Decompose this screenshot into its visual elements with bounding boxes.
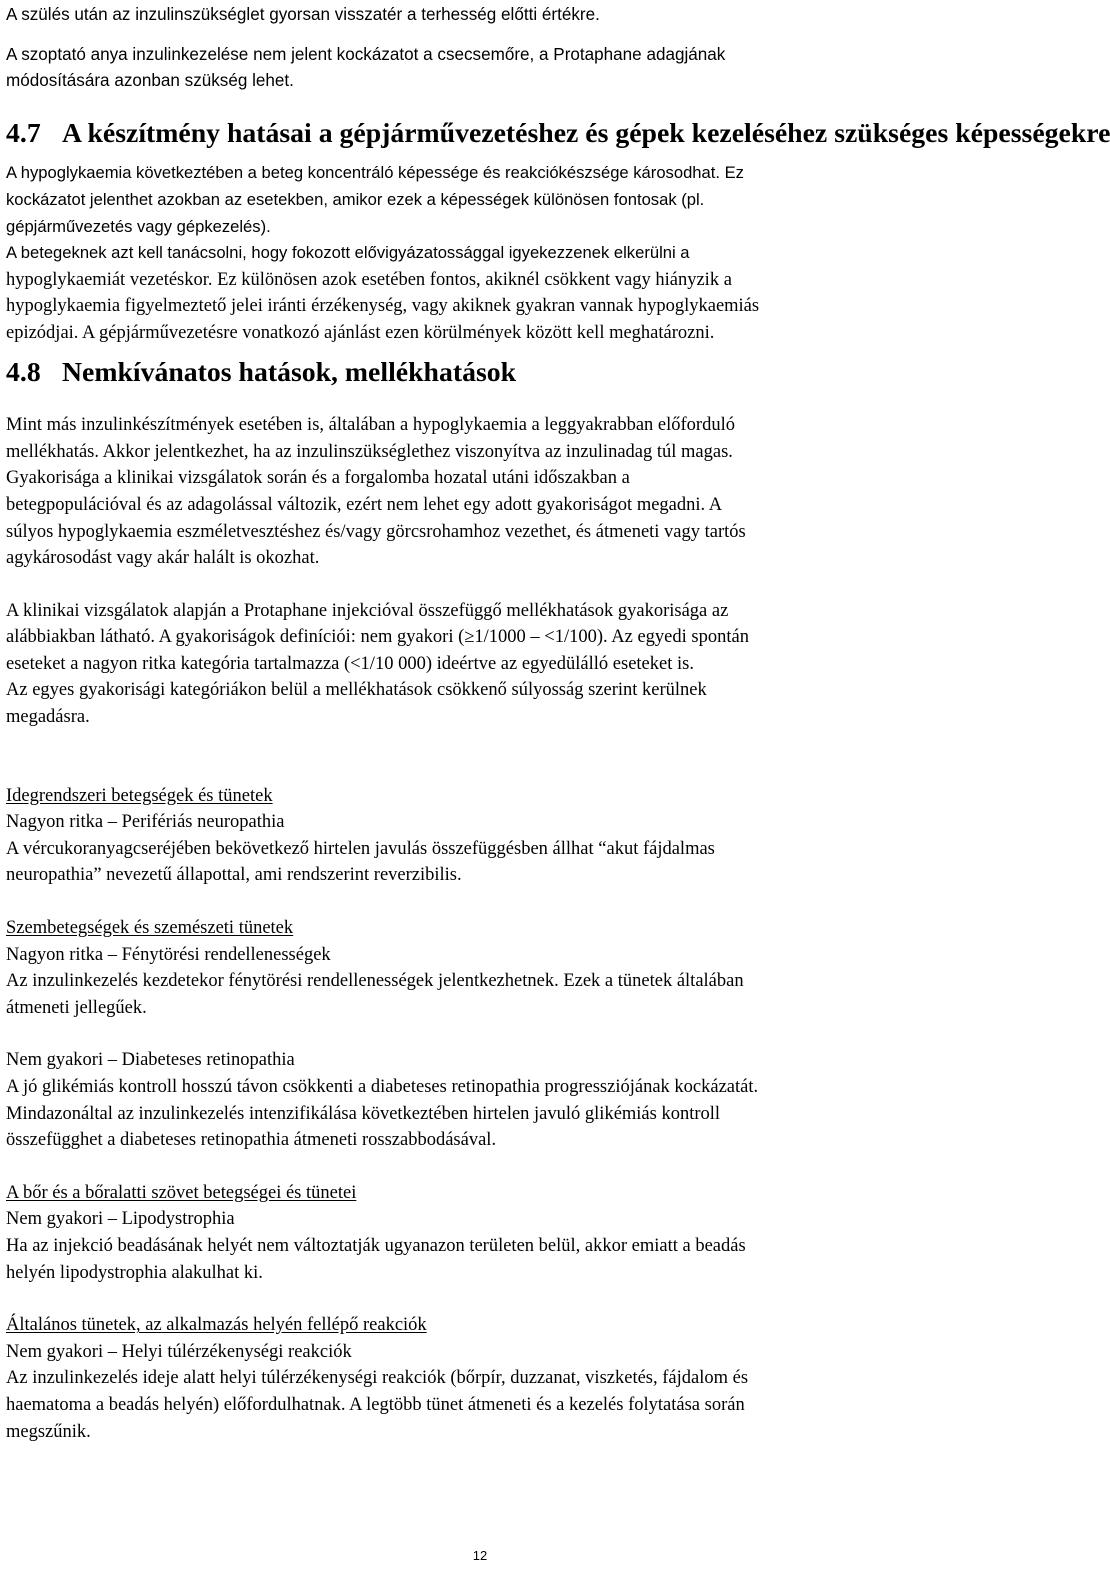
body-line: Mint más inzulinkészítmények esetében is, általában a hypoglykaemia a leggyakrabban előforduló (6, 415, 735, 436)
body-line: neuropathia” nevezetű állapottal, ami rendszerint reverzibilis. (6, 865, 462, 886)
body-line: epizódjai. A gépjárművezetésre vonatkozó ajánlást ezen körülmények között kell meghatározni. (6, 322, 715, 343)
section-4-8-paragraph-1 (6, 412, 948, 572)
body-line: A vércukoranyagcseréjében bekövetkező hirtelen javulás összefüggésben állhat “akut fájdalmas (6, 838, 715, 859)
subsection-heading: A bőr és a bőralatti szövet betegségei és tünetei (6, 1182, 357, 1203)
body-line: Az inzulinkezelés kezdetekor fénytörési rendellenességek jelentkezhetnek. Ezek a tünetek általában (6, 971, 744, 992)
adverse-reaction-item: Nem gyakori – Helyi túlérzékenységi reakciók (6, 1341, 352, 1362)
body-line: hypoglykaemia figyelmeztető jelei iránti érzékenység, vagy akiknek gyakran vannak hypoglykaemiás (6, 296, 760, 317)
section-4-7-body (6, 160, 948, 346)
body-line: Ha az injekció beadásának helyét nem változtatják ugyanazon területen belül, akkor emiatt a beadás (6, 1235, 746, 1256)
body-line: agykárosodást vagy akár halált is okozhat. (6, 548, 320, 569)
eye-disorders-block (6, 915, 948, 1154)
body-line: összefügghet a diabeteses retinopathia átmeneti rosszabbodásával. (6, 1130, 497, 1151)
adverse-reaction-item: Nagyon ritka – Perifériás neuropathia (6, 812, 285, 833)
body-line: gépjárművezetés vagy gépkezelés). (6, 216, 271, 236)
page-number: 12 (472, 1548, 488, 1563)
section-number: 4.8 (6, 356, 41, 388)
skin-disorders-block (6, 1180, 948, 1286)
section-heading-4-8 (6, 356, 948, 388)
section-title: Nemkívánatos hatások, mellékhatások (62, 356, 517, 388)
document-page (6, 0, 1110, 1445)
body-line: eseteket a nagyon ritka kategória tartalmazza (<1/10 000) ideértve az egyedülálló eseteket is. (6, 653, 694, 674)
body-line: haematoma a beadás helyén) előfordulhatnak. A legtöbb tünet átmeneti és a kezelés folytatása során (6, 1394, 745, 1415)
body-line: Gyakorisága a klinikai vizsgálatok során és a forgalomba hozatal utáni időszakban a (6, 468, 630, 489)
subsection-heading: Általános tünetek, az alkalmazás helyén fellépő reakciók (6, 1315, 427, 1336)
adverse-reaction-item: Nagyon ritka – Fénytörési rendellenességek (6, 944, 331, 965)
body-line: A jó glikémiás kontroll hosszú távon csökkenti a diabeteses retinopathia progressziójának kockázatát. (6, 1077, 759, 1097)
adverse-reaction-item: Nem gyakori – Diabeteses retinopathia (6, 1050, 295, 1071)
body-line: betegpopulációval és az adagolással változik, ezért nem lehet egy adott gyakoriságot megadni. A (6, 494, 723, 515)
section-heading-4-7 (6, 117, 1110, 149)
subsection-heading: Szembetegségek és szemészeti tünetek (6, 918, 294, 939)
body-line: kockázatot jelenthet azokban az esetekben, amikor ezek a képességek különösen fontosak (pl. (6, 189, 705, 209)
body-line: hypoglykaemiát vezetéskor. Ez különösen azok esetében fontos, akiknél csökkent vagy hiányzik a (6, 269, 732, 290)
body-line: Mindazonáltal az inzulinkezelés intenzifikálása következtében hirtelen javuló glikémiás kontroll (6, 1103, 721, 1124)
body-line: súlyos hypoglykaemia eszméletvesztéshez és/vagy görcsrohamhoz vezethet, és átmeneti vagy tartós (6, 521, 746, 542)
body-line: helyén lipodystrophia alakulhat ki. (6, 1262, 263, 1283)
body-line: A betegeknek azt kell tanácsolni, hogy fokozott elővigyázatossággal igyekezzenek elkerülni a (6, 243, 690, 263)
body-line: megadásra. (6, 707, 90, 728)
intro-line: A szülés után az inzulinszükséglet gyorsan visszatér a terhesség előtti értékre. (6, 5, 600, 24)
section-title: A készítmény hatásai a gépjárművezetéshez és gépek kezeléséhez szükséges képességekre (62, 117, 1110, 149)
body-line: A hypoglykaemia következtében a beteg koncentráló képessége és reakciókészsége károsodhat. Ez (6, 163, 744, 183)
subsection-heading: Idegrendszeri betegségek és tünetek (6, 785, 273, 806)
intro-line: módosítására azonban szükség lehet. (6, 71, 294, 91)
section-4-8-paragraph-2 (6, 598, 948, 731)
adverse-reaction-item: Nem gyakori – Lipodystrophia (6, 1209, 235, 1230)
body-line: átmeneti jellegűek. (6, 997, 147, 1018)
body-line: Az inzulinkezelés ideje alatt helyi túlérzékenységi reakciók (bőrpír, duzzanat, viszketés, fájdalom és (6, 1368, 749, 1389)
body-line: Az egyes gyakorisági kategóriákon belül a mellékhatások csökkenő súlyosság szerint kerülnek (6, 680, 707, 701)
body-line: A klinikai vizsgálatok alapján a Protaphane injekcióval összefüggő mellékhatások gyakorisága az (6, 600, 729, 621)
section-number: 4.7 (6, 117, 41, 149)
body-line: alábbiakban látható. A gyakoriságok definíciói: nem gyakori (≥1/1000 – <1/100). Az egyedi spontán (6, 627, 749, 648)
general-disorders-block (6, 1312, 948, 1445)
body-line: mellékhatás. Akkor jelentkezhet, ha az inzulinszükséglethez viszonyítva az inzulinadag túl magas. (6, 441, 733, 462)
intro-line: A szoptató anya inzulinkezelése nem jelent kockázatot a csecsemőre, a Protaphane adagjának (6, 44, 726, 64)
body-line: megszűnik. (6, 1421, 91, 1442)
nervous-system-block (6, 783, 948, 889)
